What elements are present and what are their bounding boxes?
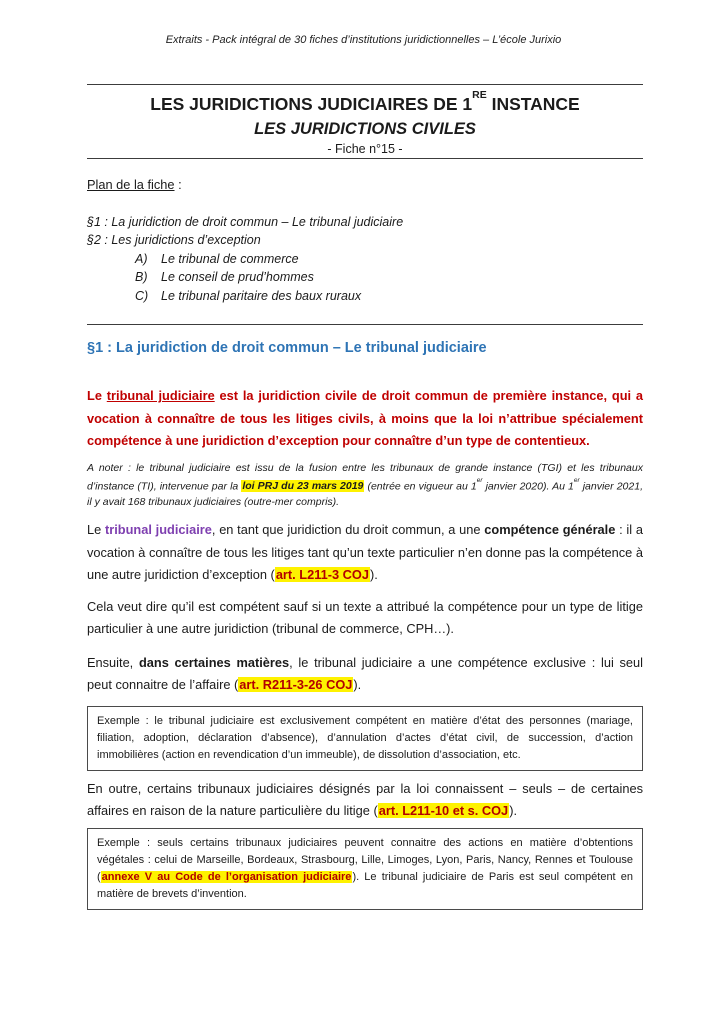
doc-title-superscript: RE [472,89,487,102]
doc-title [87,88,643,117]
note-highlight-law: loi PRJ du 23 mars 2019 [242,480,364,493]
enoutre-text-2: ). [509,803,518,819]
plan-heading-label: Plan de la fiche [87,176,175,192]
general-text-4: ). [370,567,378,583]
plan-item-section1: §1 : La juridiction de droit commun – Le tribunal judiciaire [87,214,404,229]
example-box-1: Exemple : le tribunal judiciaire est exclusivement compétent en matière d’état des personnes (mariage, filiation, adoption, déclaration d’absence), d’annulation d’actes d’état civil, de succession, d’action immobilières (action en revendication d’un immeuble), de dissolution d’association, etc. [87,706,643,771]
doc-title-text-end: INSTANCE [486,93,580,114]
plan-subitem-c [87,287,643,306]
section-rule [87,324,643,325]
plan-list [87,213,643,306]
plan-subitem-c-label: Le tribunal paritaire des baux ruraux [161,288,362,303]
example2-text-2: ). Le tribunal judiciaire de Paris est seul compétent en matière de brevets d’invention. [97,870,634,900]
plan-heading-colon: : [174,176,182,192]
note-text-4: janvier 2021, il y avait 168 tribunaux judiciaires (outre-mer compris). [87,480,643,509]
ensuite-text-3: ). [353,677,362,693]
header-watermark: Extraits - Pack intégral de 30 fiches d’institutions juridictionnelles – L’école Jurixio [165,34,562,46]
plan-subitem-a [87,250,643,269]
note-paragraph [87,460,643,511]
plan-subitem-b [87,268,643,287]
plan-heading [87,175,643,194]
example-box-2 [87,828,643,910]
intro-text: Le [87,388,107,404]
general-bold-term: compétence générale [484,522,616,538]
note-superscript-1: er [476,477,483,485]
general-purple-term: tribunal judiciaire [105,522,212,538]
intro-underlined-term: tribunal judiciaire [106,388,215,404]
ensuite-text: Ensuite, [87,654,139,670]
ensuite-text-2: , le tribunal judiciaire a une compétence exclusive : lui seul peut connaitre de l’affaire ( [87,654,643,693]
general-text-3: : il a vocation à connaître de tous les litiges tant qu’un texte particulier n’en donne pas la compétence à une autre juridiction d’exception ( [87,522,643,583]
article-ref-r211-3-26: art. R211-3-26 COJ [239,677,353,693]
note-text-3: janvier 2020). Au 1 [482,480,574,493]
note-text: A noter : le tribunal judiciaire est issu de la fusion entre les tribunaux de grande instance (TGI) et les tribunaux d’instance (TI), intervenue par la [87,461,643,493]
enoutre-paragraph [87,778,643,823]
cela-paragraph: Cela veut dire qu’il est compétent sauf si un texte a attribué la compétence pour un type de litige particulier à une autre juridiction (tribunal de commerce, CPH…). [87,598,643,637]
title-rule-top [87,84,643,85]
content-column [87,84,643,910]
example2-text: Exemple : seuls certains tribunaux judiciaires peuvent connaitre des actions en matière d’obtentions végétales : celui de Marseille, Bordeaux, Strasbourg, Lille, Limoges, Lyon, Paris, Nancy, Rennes et Toulouse ( [97,836,633,883]
plan-subitem-b-label: Le conseil de prud’hommes [161,270,314,285]
ensuite-bold-term: dans certaines matières [138,654,290,670]
section1-heading: §1 : La juridiction de droit commun – Le tribunal judiciaire [87,340,487,357]
plan-item-section2: §2 : Les juridictions d’exception [87,233,261,248]
article-ref-l211-3: art. L211-3 COJ [275,567,369,583]
article-ref-l211-10: art. L211-10 et s. COJ [378,803,509,819]
plan-subitem-a-label: Le tribunal de commerce [161,251,299,266]
note-text-2: (entrée en vigueur au 1 [364,480,477,493]
general-competence-paragraph [87,519,643,587]
doc-title-text: LES JURIDICTIONS JUDICIAIRES DE 1 [150,93,473,114]
plan-subitem-a-marker: A) [135,251,148,266]
example2-highlight-annexe: annexe V au Code de l’organisation judiciaire [101,870,352,883]
intro-text-rest: est la juridiction civile de droit commun de première instance, qui a vocation à connaître de tous les litiges civils, à moins que la loi n’attribue spécialement compétence à une juridiction d’exception pour connaître d’un type de contentieux. [87,388,643,449]
plan-subitem-b-marker: B) [135,270,148,285]
enoutre-text: En outre, certains tribunaux judiciaires désignés par la loi connaissent – seuls – de certaines affaires en raison de la nature particulière du litige ( [87,780,643,819]
intro-paragraph [87,385,643,453]
general-text-2: , en tant que juridiction du droit commun, a une [211,522,485,538]
doc-subtitle: LES JURIDICTIONS CIVILES [254,119,476,138]
note-superscript-2: er [573,477,580,485]
plan-subitem-c-marker: C) [135,288,149,303]
fiche-number: - Fiche n°15 - [327,141,403,156]
title-rule-bottom [87,158,643,159]
general-text: Le [87,522,105,538]
exclusive-competence-paragraph [87,652,643,697]
